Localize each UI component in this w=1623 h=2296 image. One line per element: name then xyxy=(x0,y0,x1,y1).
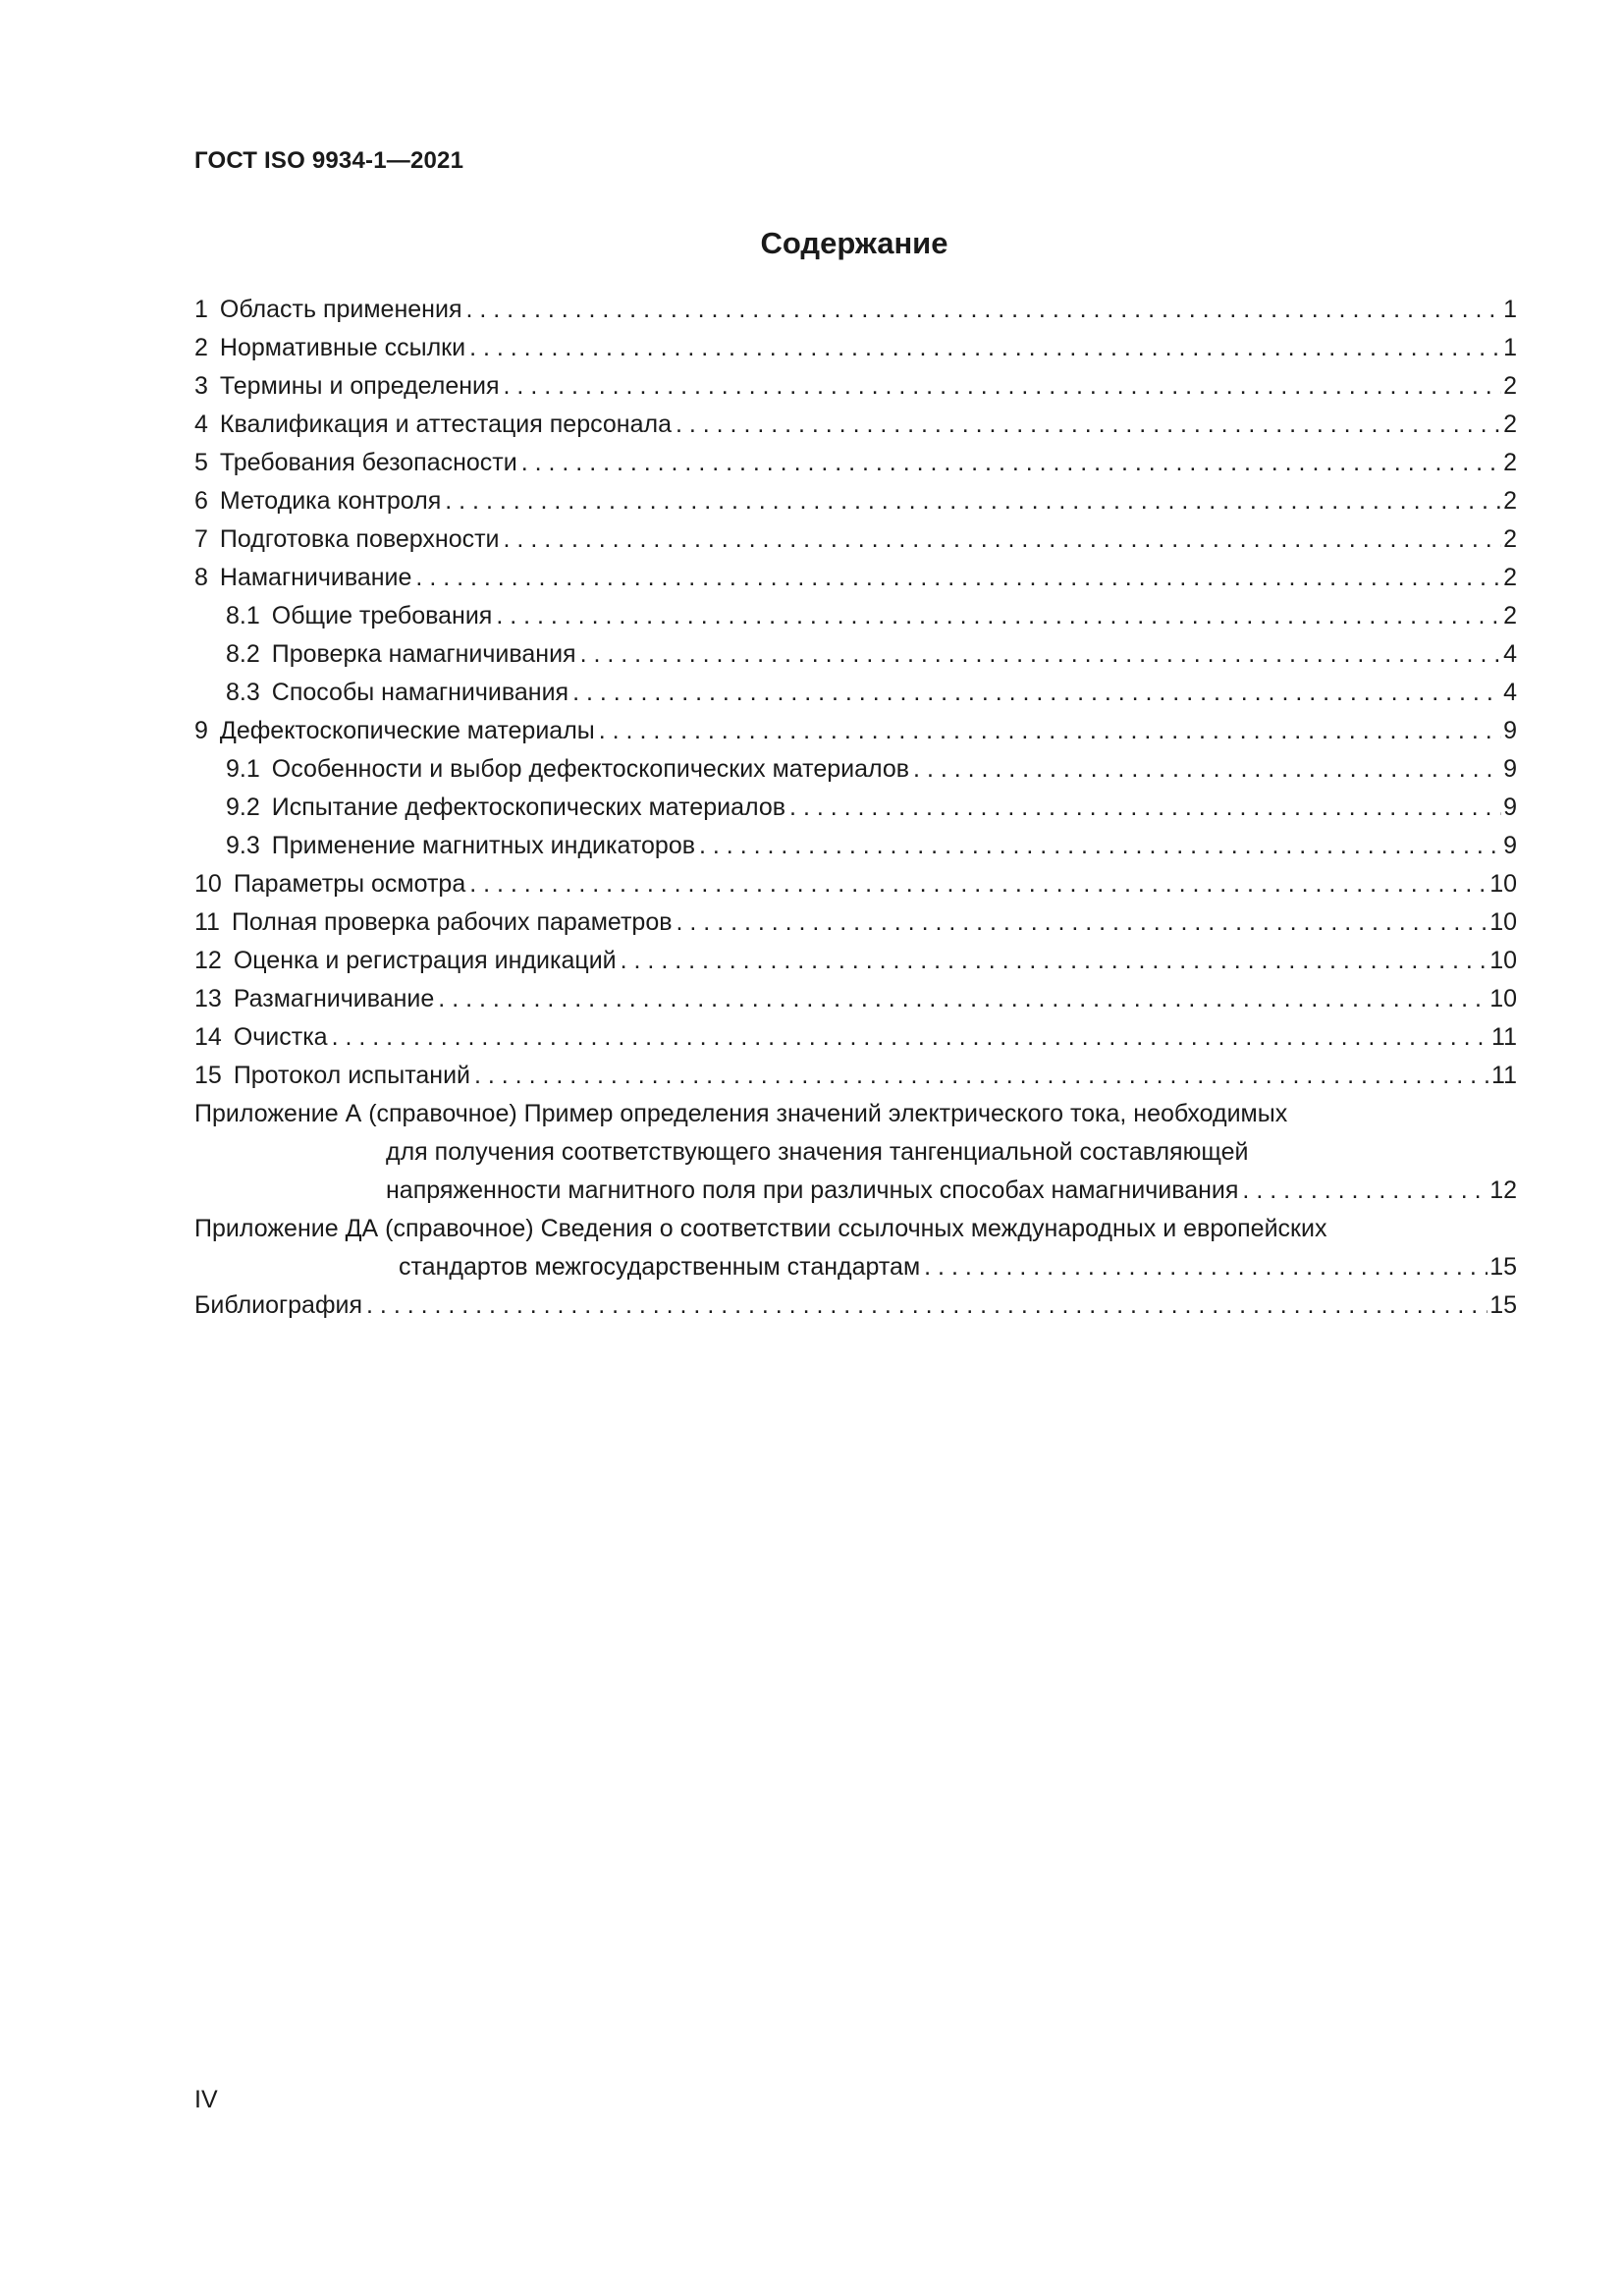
toc-entry-page: 2 xyxy=(1503,487,1517,515)
dot-leader xyxy=(445,482,1501,520)
toc-entry-page: 4 xyxy=(1503,679,1517,706)
toc-entry-page: 9 xyxy=(1503,793,1517,821)
dot-leader xyxy=(580,635,1502,674)
toc-entry[interactable] xyxy=(194,942,1517,980)
toc-entry-number: 9 xyxy=(194,717,208,744)
toc-entry-number: 8.1 xyxy=(226,602,260,629)
toc-entry-title: Общие требования xyxy=(271,602,493,629)
appendix-a-title-line-2: для получения соответствующего значения тангенциальной составляющей xyxy=(386,1138,1249,1166)
toc-entry[interactable] xyxy=(194,750,1517,789)
appendix-da-line-2[interactable] xyxy=(194,1248,1517,1286)
dot-leader xyxy=(504,367,1502,406)
toc-entry-page: 1 xyxy=(1503,296,1517,323)
toc-entry[interactable] xyxy=(194,597,1517,635)
dot-leader xyxy=(496,597,1501,635)
toc-entry-number: 12 xyxy=(194,947,222,974)
toc-entry[interactable] xyxy=(194,444,1517,482)
toc-entry-page: 9 xyxy=(1503,717,1517,744)
toc-entry-title: Протокол испытаний xyxy=(233,1062,470,1089)
toc-entry-page: 10 xyxy=(1489,985,1517,1012)
toc-entry[interactable] xyxy=(194,980,1517,1018)
toc-entry-page: 2 xyxy=(1503,410,1517,438)
toc-entry[interactable] xyxy=(194,406,1517,444)
dot-leader xyxy=(332,1018,1489,1057)
toc-entry[interactable] xyxy=(194,520,1517,559)
dot-leader xyxy=(621,942,1488,980)
toc-entry-title: Применение магнитных индикаторов xyxy=(271,832,696,859)
toc-title: Содержание xyxy=(760,226,948,260)
dot-leader xyxy=(699,827,1501,865)
dot-leader xyxy=(521,444,1501,482)
toc-entry-page: 10 xyxy=(1489,947,1517,974)
toc-entry-page: 10 xyxy=(1489,908,1517,936)
dot-leader xyxy=(504,520,1502,559)
toc-entry-page: 2 xyxy=(1503,602,1517,629)
toc-entry-number: 6 xyxy=(194,487,208,515)
toc-entry-number: 9.3 xyxy=(226,832,260,859)
toc-entry-title: Оценка и регистрация индикаций xyxy=(233,947,617,974)
toc-entry[interactable] xyxy=(194,482,1517,520)
dot-leader xyxy=(415,559,1501,597)
toc-entry-title: Термины и определения xyxy=(219,372,500,400)
dot-leader xyxy=(465,291,1501,329)
toc-entry-title: Методика контроля xyxy=(219,487,442,515)
toc-entry[interactable] xyxy=(194,903,1517,942)
toc-entry[interactable] xyxy=(194,367,1517,406)
toc-entry-number: 8 xyxy=(194,564,208,591)
toc-entry-title: Очистка xyxy=(233,1023,328,1051)
appendix-da-title-line-2: стандартов межгосударственным стандартам xyxy=(399,1248,924,1286)
dot-leader xyxy=(913,750,1501,789)
dot-leader xyxy=(599,712,1501,750)
toc-entry-number: 5 xyxy=(194,449,208,476)
document-code: ГОСТ ISO 9934-1—2021 xyxy=(194,147,464,174)
dot-leader xyxy=(469,329,1501,367)
toc-entry-title: Особенности и выбор дефектоскопических материалов xyxy=(271,755,910,783)
toc-entries xyxy=(194,291,1517,1095)
toc-entry[interactable] xyxy=(194,674,1517,712)
toc-entry-title: Подготовка поверхности xyxy=(219,525,500,553)
toc-entry-title: Область применения xyxy=(219,296,462,323)
appendix-a-page: 12 xyxy=(1489,1176,1517,1204)
toc-entry-title: Размагничивание xyxy=(233,985,435,1012)
toc-entry[interactable] xyxy=(194,1018,1517,1057)
toc-entry-number: 10 xyxy=(194,870,222,898)
dot-leader xyxy=(789,789,1501,827)
toc-entry-page: 2 xyxy=(1503,372,1517,400)
toc-entry-number: 13 xyxy=(194,985,222,1012)
dot-leader xyxy=(676,903,1488,942)
toc-entry-number: 7 xyxy=(194,525,208,553)
dot-leader xyxy=(924,1248,1488,1286)
toc-bibliography[interactable] xyxy=(194,1286,1517,1325)
dot-leader xyxy=(469,865,1488,903)
dot-leader xyxy=(438,980,1488,1018)
toc-entry-title: Испытание дефектоскопических материалов xyxy=(271,793,786,821)
toc-entry[interactable] xyxy=(194,789,1517,827)
toc-entry[interactable] xyxy=(194,635,1517,674)
dot-leader xyxy=(474,1057,1489,1095)
toc-entry-page: 2 xyxy=(1503,449,1517,476)
toc-entry[interactable] xyxy=(194,329,1517,367)
dot-leader xyxy=(1242,1172,1488,1210)
toc-entry-page: 1 xyxy=(1503,334,1517,361)
toc-entry-number: 14 xyxy=(194,1023,222,1051)
toc-entry[interactable] xyxy=(194,865,1517,903)
toc-entry-page: 11 xyxy=(1491,1062,1517,1089)
page-number: IV xyxy=(194,2086,218,2113)
toc-entry-number: 8.2 xyxy=(226,640,260,668)
appendix-da-title-line-1: Приложение ДА (справочное) Сведения о соответствии ссылочных международных и европейских xyxy=(194,1215,1327,1242)
toc-entry[interactable] xyxy=(194,712,1517,750)
toc-entry-title: Квалификация и аттестация персонала xyxy=(219,410,672,438)
dot-leader xyxy=(366,1286,1488,1325)
toc-entry-page: 2 xyxy=(1503,564,1517,591)
toc-entry-number: 4 xyxy=(194,410,208,438)
toc-entry[interactable] xyxy=(194,827,1517,865)
dot-leader xyxy=(676,406,1501,444)
toc-entry-page: 9 xyxy=(1503,832,1517,859)
toc-entry-page: 11 xyxy=(1491,1023,1517,1051)
toc-entry[interactable] xyxy=(194,291,1517,329)
toc-entry-number: 2 xyxy=(194,334,208,361)
toc-entry-number: 1 xyxy=(194,296,208,323)
appendix-da-page: 15 xyxy=(1489,1253,1517,1281)
toc-entry-title: Дефектоскопические материалы xyxy=(219,717,595,744)
toc-entry-page: 9 xyxy=(1503,755,1517,783)
appendix-a-title-line-1: Приложение А (справочное) Пример определения значений электрического тока, необходимых xyxy=(194,1100,1288,1127)
toc-entry-title: Нормативные ссылки xyxy=(219,334,466,361)
toc-entry-page: 2 xyxy=(1503,525,1517,553)
toc-entry-title: Полная проверка рабочих параметров xyxy=(231,908,673,936)
toc-entry-number: 15 xyxy=(194,1062,222,1089)
toc-entry-number: 9.2 xyxy=(226,793,260,821)
toc-entry-number: 11 xyxy=(194,908,220,936)
toc-entry-number: 8.3 xyxy=(226,679,260,706)
toc-entry-title: Параметры осмотра xyxy=(233,870,466,898)
table-of-contents xyxy=(194,291,1517,1325)
toc-entry-page: 10 xyxy=(1489,870,1517,898)
appendix-a-title-line-3: напряженности магнитного поля при различных способах намагничивания xyxy=(386,1172,1242,1210)
bibliography-title: Библиография xyxy=(194,1286,366,1325)
toc-entry-title: Намагничивание xyxy=(219,564,412,591)
toc-entry-title: Требования безопасности xyxy=(219,449,517,476)
bibliography-page: 15 xyxy=(1489,1291,1517,1319)
appendix-a-line-3[interactable] xyxy=(194,1172,1517,1210)
appendix-da-line-1[interactable] xyxy=(194,1210,1517,1248)
appendix-a-line-1[interactable] xyxy=(194,1095,1517,1133)
toc-entry-title: Проверка намагничивания xyxy=(271,640,576,668)
toc-entry-page: 4 xyxy=(1503,640,1517,668)
dot-leader xyxy=(572,674,1501,712)
appendix-a-line-2[interactable] xyxy=(194,1133,1517,1172)
toc-entry-number: 3 xyxy=(194,372,208,400)
toc-entry-number: 9.1 xyxy=(226,755,260,783)
toc-entry[interactable] xyxy=(194,1057,1517,1095)
toc-entry-title: Способы намагничивания xyxy=(271,679,569,706)
toc-entry[interactable] xyxy=(194,559,1517,597)
